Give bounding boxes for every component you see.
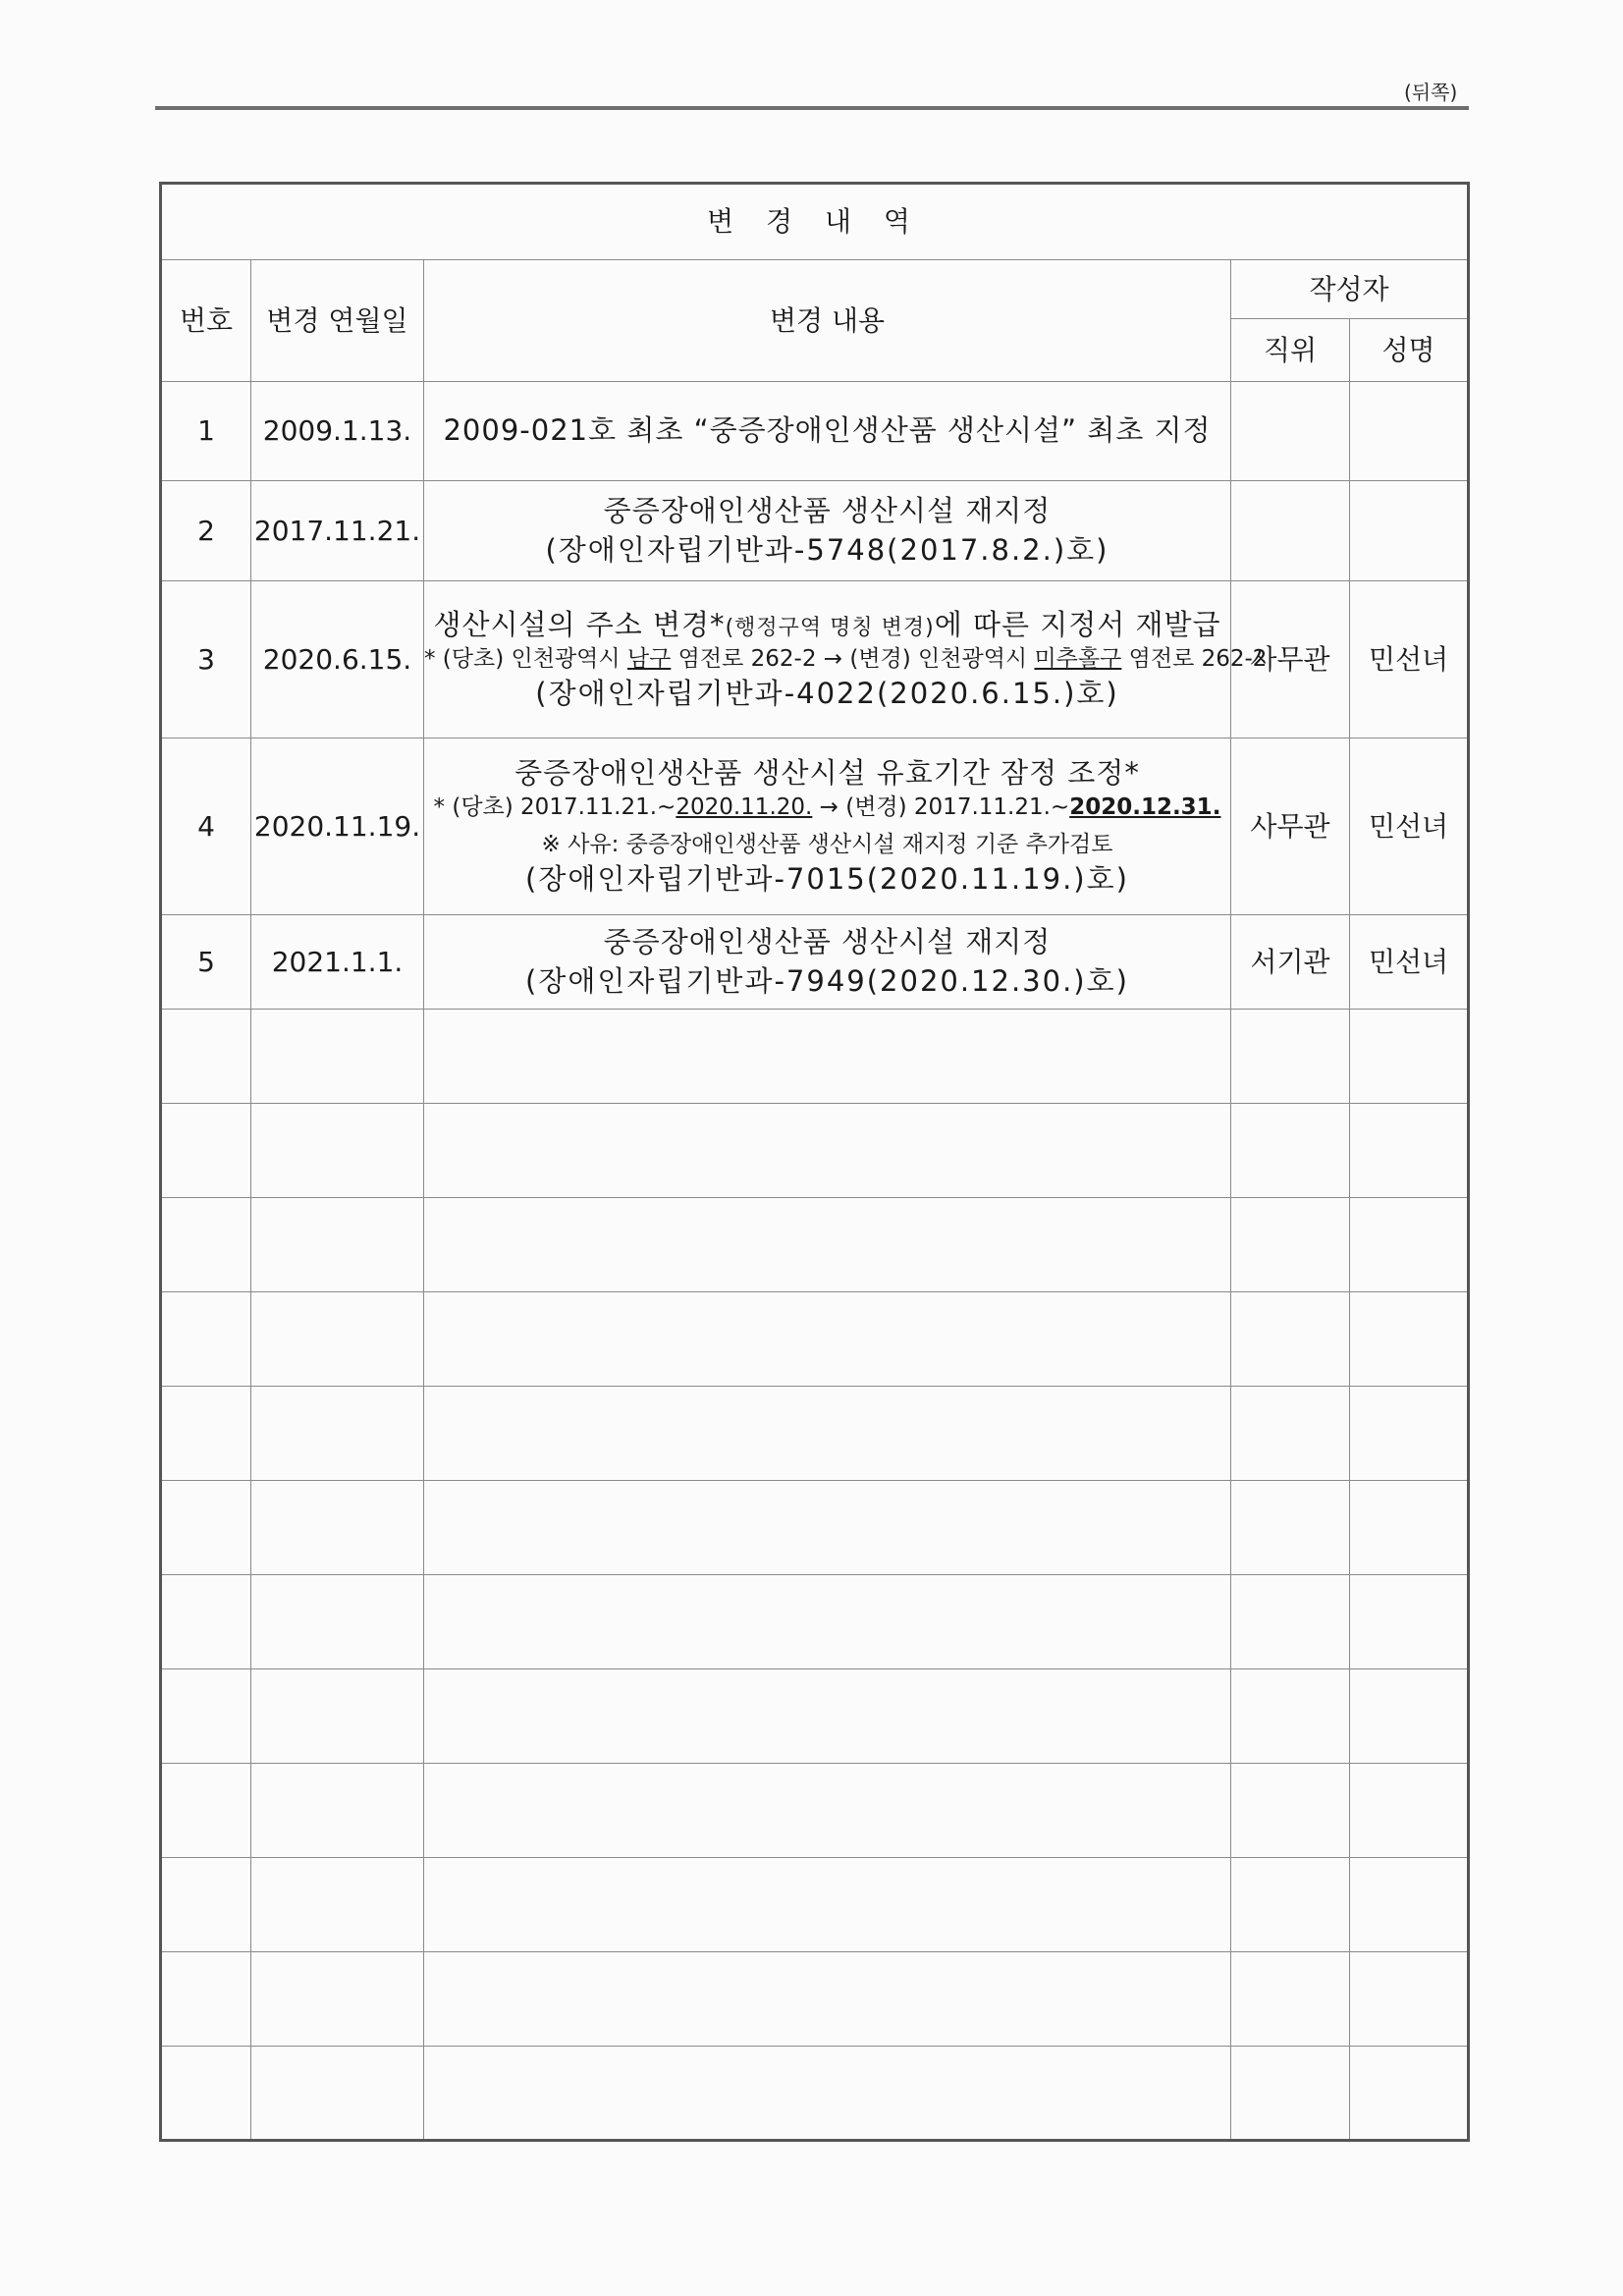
row-no: 1 [161,382,251,481]
header-date: 변경 연월일 [251,260,424,382]
content-note [424,793,1230,823]
row-no: 4 [161,738,251,915]
empty-cell [161,1858,251,1952]
content-line: 2009-021호 최초 “중증장애인생산품 생산시설” 최초 지정 [443,413,1212,448]
row-name: 민선녀 [1350,581,1469,738]
table-title: 변 경 내 역 [161,184,1469,260]
content-reference: (장애인자립기반과-7949(2020.12.30.)호) [525,963,1129,998]
empty-cell [161,1952,251,2047]
row-no: 2 [161,481,251,581]
empty-cell [251,1387,424,1481]
note-text-underlined: 2020.11.20. [676,794,813,821]
empty-cell [1231,1764,1350,1858]
empty-cell [1350,1387,1469,1481]
empty-cell [424,1669,1231,1764]
empty-cell [1350,1669,1469,1764]
note-text-underlined: 남구 [626,645,672,672]
empty-cell [1350,1104,1469,1198]
empty-cell [1350,1198,1469,1292]
empty-cell [161,1010,251,1104]
empty-cell [161,1198,251,1292]
header-no: 번호 [161,260,251,382]
content-line: 중증장애인생산품 생산시설 재지정 [603,494,1052,528]
content-line: 중증장애인생산품 생산시설 유효기간 잠정 조정* [514,756,1140,791]
row-no: 3 [161,581,251,738]
empty-cell [1350,1010,1469,1104]
content-text-small: (행정구역 명칭 변경) [725,615,935,640]
empty-cell [1231,1292,1350,1387]
empty-cell [424,1292,1231,1387]
empty-cell [251,1010,424,1104]
empty-cell [1231,1952,1350,2047]
empty-row [161,1952,1469,2047]
empty-row [161,1764,1469,1858]
note-text-underlined-bold: 2020.12.31. [1069,794,1221,821]
empty-row [161,1858,1469,1952]
empty-cell [1231,1858,1350,1952]
table-row [161,382,1469,481]
note-text: 염전로 262-2 [1121,645,1268,672]
empty-cell [1231,2047,1350,2141]
empty-cell [424,1104,1231,1198]
empty-cell [161,1575,251,1669]
empty-cell [424,1010,1231,1104]
empty-cell [251,1104,424,1198]
content-reference: (장애인자립기반과-5748(2017.8.2.)호) [545,532,1109,567]
row-date: 2020.11.19. [251,738,424,915]
row-position [1231,481,1350,581]
empty-cell [424,1481,1231,1575]
empty-cell [424,1952,1231,2047]
empty-row [161,1481,1469,1575]
empty-cell [1350,1481,1469,1575]
header-content: 변경 내용 [424,260,1231,382]
row-content [424,581,1268,738]
empty-cell [1231,1104,1350,1198]
empty-cell [1350,1575,1469,1669]
empty-cell [424,2047,1231,2141]
row-no: 5 [161,915,251,1010]
content-line [424,606,1230,644]
empty-row [161,1010,1469,1104]
content-reference: (장애인자립기반과-4022(2020.6.15.)호) [535,677,1119,711]
row-date: 2021.1.1. [251,915,424,1010]
row-name: 민선녀 [1350,738,1469,915]
content-reference: (장애인자립기반과-7015(2020.11.19.)호) [525,861,1129,896]
empty-cell [1350,1292,1469,1387]
change-history-table [159,182,1470,2142]
row-content [424,915,1231,1010]
empty-cell [161,1481,251,1575]
empty-cell [1231,1387,1350,1481]
empty-cell [251,1292,424,1387]
note-text: → (변경) 2017.11.21.~ [812,794,1070,821]
note-text-underlined: 미추홀구 [1034,645,1122,672]
table-row [161,738,1469,915]
empty-cell [251,1764,424,1858]
empty-cell [1231,1198,1350,1292]
empty-row [161,1292,1469,1387]
empty-row [161,1198,1469,1292]
empty-row [161,2047,1469,2141]
empty-cell [251,1481,424,1575]
empty-cell [251,1198,424,1292]
empty-cell [161,1669,251,1764]
empty-cell [1350,1952,1469,2047]
empty-cell [251,2047,424,2141]
row-content [424,382,1231,481]
note-text: 염전로 262-2 → (변경) 인천광역시 [671,645,1035,672]
empty-cell [161,1387,251,1481]
row-position: 사무관 [1231,581,1350,738]
header-author: 작성자 [1231,260,1469,319]
content-reason: ※ 사유: 중증장애인생산품 생산시설 재지정 기준 추가검토 [541,831,1113,857]
empty-cell [424,1764,1231,1858]
row-name: 민선녀 [1350,915,1469,1010]
empty-cell [161,1104,251,1198]
empty-row [161,1387,1469,1481]
note-text: * (당초) 2017.11.21.~ [433,794,676,821]
empty-cell [1231,1481,1350,1575]
empty-cell [1231,1669,1350,1764]
empty-cell [424,1387,1231,1481]
empty-cell [251,1669,424,1764]
empty-cell [251,1575,424,1669]
empty-cell [161,1292,251,1387]
row-content [424,738,1231,915]
empty-cell [424,1858,1231,1952]
table-row [161,915,1469,1010]
empty-row [161,1669,1469,1764]
empty-cell [1231,1010,1350,1104]
empty-cell [251,1858,424,1952]
header-name: 성명 [1350,319,1469,382]
note-text: * (당초) 인천광역시 [424,645,627,672]
empty-cell [1350,1764,1469,1858]
header-rule [155,106,1469,110]
content-note [424,644,1268,675]
empty-cell [424,1575,1231,1669]
table-row [161,581,1469,738]
content-line: 중증장애인생산품 생산시설 재지정 [603,925,1052,959]
row-name [1350,481,1469,581]
empty-cell [1350,1858,1469,1952]
row-date: 2020.6.15. [251,581,424,738]
row-position: 사무관 [1231,738,1350,915]
table-row [161,481,1469,581]
row-date: 2009.1.13. [251,382,424,481]
empty-cell [161,1764,251,1858]
row-position: 서기관 [1231,915,1350,1010]
empty-cell [1231,1575,1350,1669]
header-position: 직위 [1231,319,1350,382]
page-side-label: (뒤쪽) [1404,81,1458,104]
empty-row [161,1104,1469,1198]
empty-cell [161,2047,251,2141]
empty-cell [251,1952,424,2047]
content-text: 에 따른 지정서 재발급 [934,607,1221,641]
row-date: 2017.11.21. [251,481,424,581]
empty-cell [1350,2047,1469,2141]
row-position [1231,382,1350,481]
content-text: 생산시설의 주소 변경* [433,607,726,641]
row-name [1350,382,1469,481]
empty-cell [424,1198,1231,1292]
row-content [424,481,1231,581]
empty-row [161,1575,1469,1669]
